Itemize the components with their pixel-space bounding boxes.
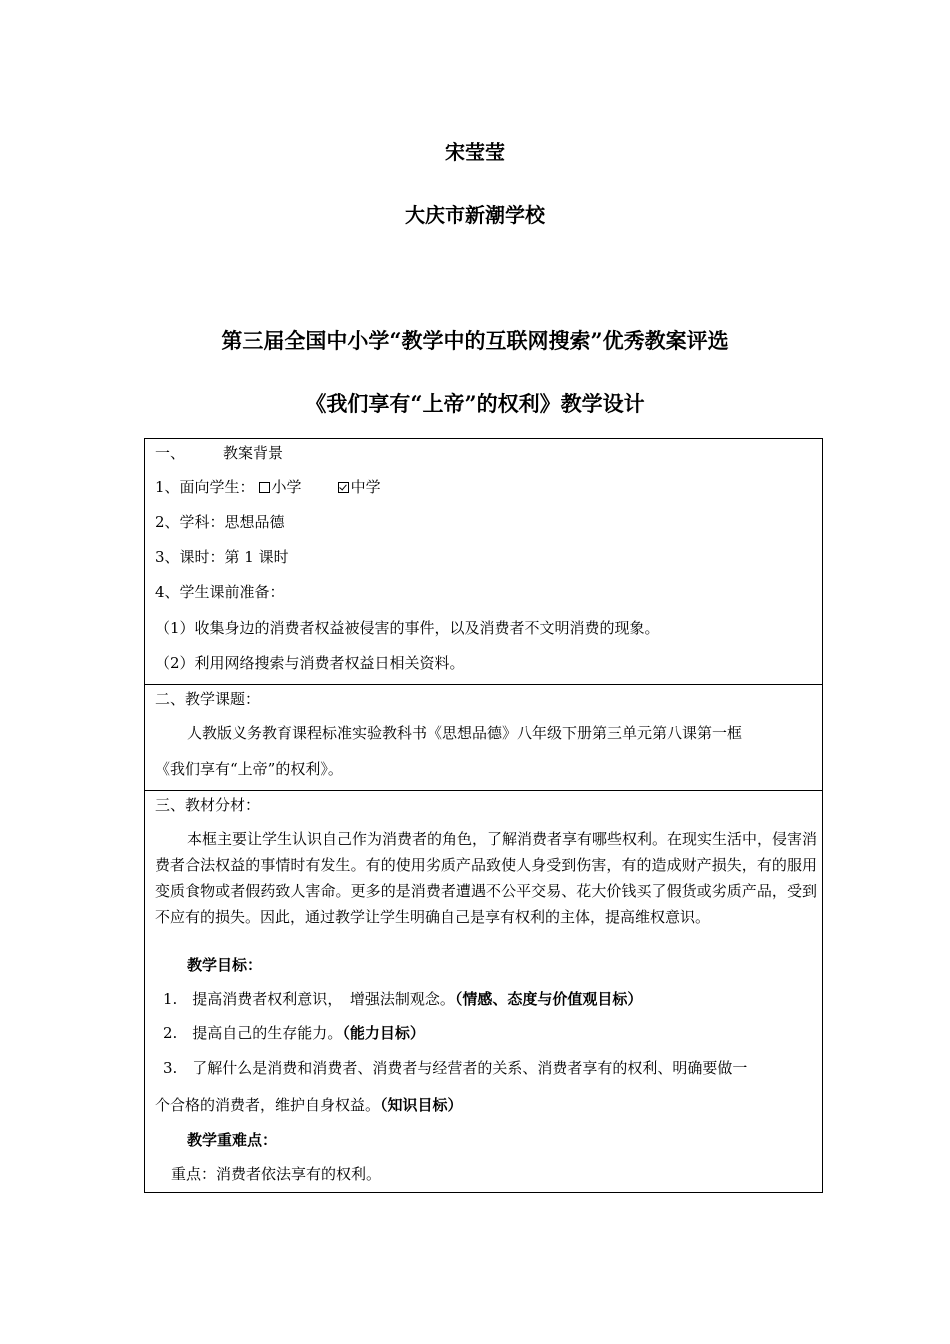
option-primary-label: 小学 — [271, 478, 302, 496]
prep-label: 4、学生课前准备： — [155, 583, 285, 601]
goals-heading: 教学目标： — [187, 956, 263, 974]
subject-line: 2、学科：思想品德 — [155, 513, 285, 531]
goal-1 — [163, 988, 840, 1010]
goal-2-text: 2. 提高自己的生存能力。 — [163, 1024, 343, 1042]
section1-heading — [155, 442, 832, 464]
checkbox-primary[interactable] — [259, 482, 270, 493]
goal-3-line1: 3. 了解什么是消费和消费者、消费者与经营者的关系、消费者享有的权利、明确要做一 — [163, 1059, 748, 1077]
prep-item-2: （2）利用网络搜索与消费者权益日相关资料。 — [155, 654, 465, 672]
section2-text-line2: 《我们享有“上帝”的权利》。 — [155, 760, 343, 778]
section1-heading-num: 一、 — [155, 444, 186, 462]
lesson-plan-table — [144, 438, 823, 1193]
keypoints-heading: 教学重难点： — [187, 1131, 278, 1149]
goal-3-tag: （知识目标） — [380, 1096, 463, 1114]
school-name: 大庆市新潮学校 — [405, 203, 545, 227]
audience-label: 1、面向学生： — [155, 478, 255, 496]
goal-2-tag: （能力目标） — [342, 1024, 425, 1042]
goal-1-text: 1. 提高消费者权利意识， 增强法制观念。 — [163, 990, 455, 1008]
section-divider — [145, 684, 822, 685]
goal-3-line2 — [155, 1094, 832, 1116]
goal-3-text: 个合格的消费者，维护自身权益。 — [155, 1096, 381, 1114]
option-secondary-label: 中学 — [350, 478, 381, 496]
goal-1-tag: （情感、态度与价值观目标） — [454, 990, 643, 1008]
prep-item-1: （1）收集身边的消费者权益被侵害的事件，以及消费者不文明消费的现象。 — [155, 619, 660, 637]
section3-paragraph: 本框主要让学生认识自己作为消费者的角色，了解消费者享有哪些权利。在现实生活中，侵害消费者合法权益的事情时有发生。有的使用劣质产品致使人身受到伤害，有的造成财产损失，有的服用变质食物或者假药致人害命。更多的是消费者遭遇不公平交易、花大价钱买了假货或劣质产品，受到不应有的损失。因此，通过教学让学生明确自己是享有权利的主体，提高维权意识。 — [155, 830, 818, 926]
section2-text-line1: 人教版义务教育课程标准实验教科书《思想品德》八年级下册第三单元第八课第一框 — [187, 724, 743, 742]
section-divider — [145, 790, 822, 791]
checkbox-secondary[interactable] — [338, 482, 349, 493]
goal-2 — [163, 1022, 840, 1044]
audience-row — [155, 476, 832, 498]
lesson-title: 《我们享有“上帝”的权利》教学设计 — [305, 391, 645, 416]
hours-line: 3、课时：第 1 课时 — [155, 548, 289, 566]
section1-heading-text: 教案背景 — [223, 444, 284, 462]
section3-heading: 三、教材分材： — [155, 796, 261, 814]
section2-heading: 二、教学课题： — [155, 690, 261, 708]
author-name: 宋莹莹 — [445, 140, 505, 164]
event-title: 第三届全国中小学“教学中的互联网搜索”优秀教案评选 — [221, 328, 729, 353]
keypoint-line: 重点：消费者依法享有的权利。 — [171, 1165, 382, 1183]
